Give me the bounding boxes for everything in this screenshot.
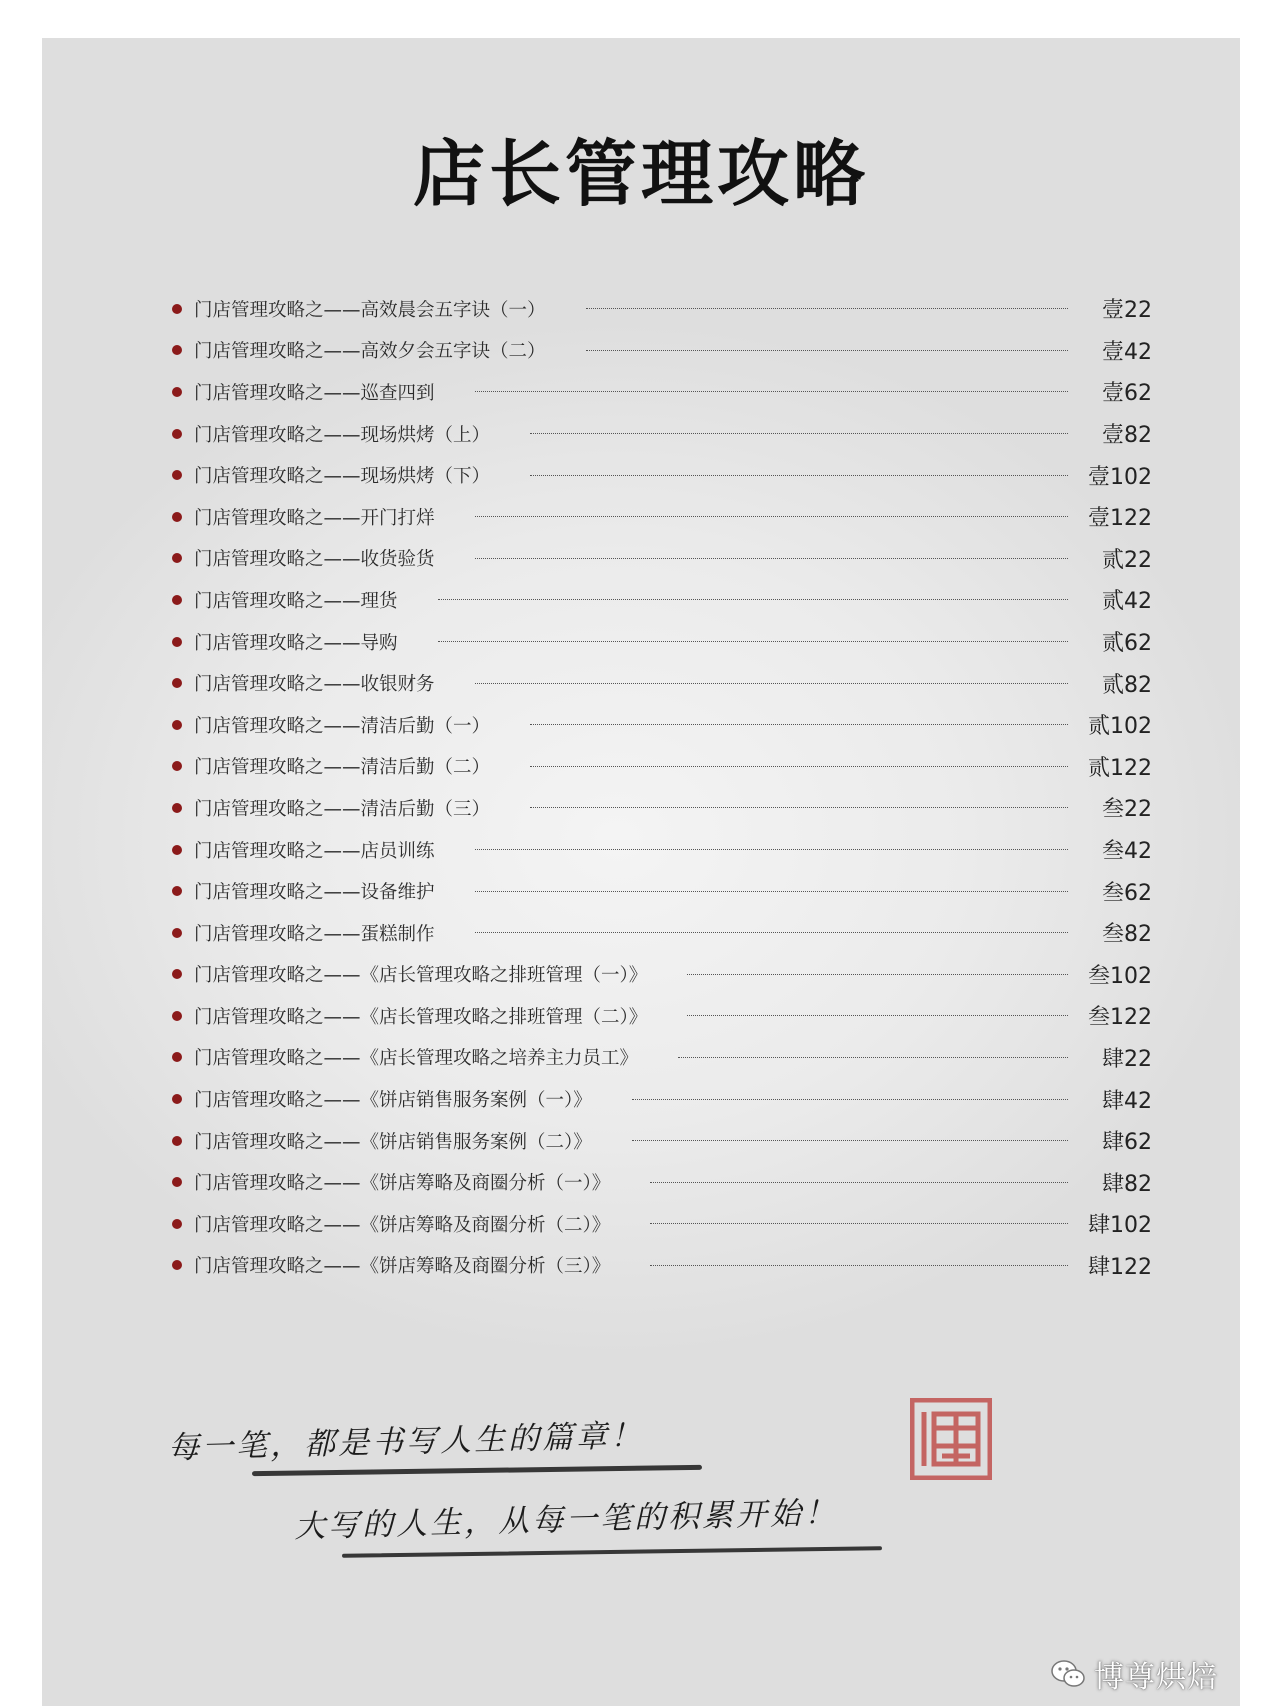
toc-entry (172, 496, 1152, 538)
dot-leader (650, 1223, 1068, 1224)
toc-page-number: 贰22 (1102, 547, 1152, 573)
toc-entry (172, 912, 1152, 954)
toc-page-number: 壹82 (1102, 423, 1152, 449)
dot-leader (650, 1265, 1068, 1266)
bullet-dot-icon (172, 886, 182, 896)
toc-page-number: 壹122 (1088, 506, 1152, 532)
toc-entry-title: 门店管理攻略之——清洁后勤（三） (194, 798, 491, 820)
toc-page-number: 叁22 (1102, 797, 1152, 823)
toc-page-number: 肆22 (1102, 1046, 1152, 1072)
dot-leader (632, 1099, 1068, 1100)
toc-entry (172, 1078, 1152, 1120)
bullet-dot-icon (172, 803, 182, 813)
dot-leader (438, 599, 1068, 600)
toc-page-number: 贰62 (1102, 631, 1152, 657)
dot-leader (475, 932, 1068, 933)
toc-entry-title: 门店管理攻略之——高效晨会五字诀（一） (194, 299, 546, 321)
page-title: 店长管理攻略 (412, 132, 869, 216)
toc-entry-title: 门店管理攻略之——设备维护 (194, 882, 435, 904)
toc-entry (172, 1245, 1152, 1287)
toc-entry (172, 538, 1152, 580)
toc-page-number: 壹62 (1102, 381, 1152, 407)
bullet-dot-icon (172, 1011, 182, 1021)
dot-leader (586, 308, 1068, 309)
bullet-dot-icon (172, 1219, 182, 1229)
bullet-dot-icon (172, 845, 182, 855)
toc-entry-title: 门店管理攻略之——《店长管理攻略之排班管理（一）》 (194, 965, 648, 987)
toc-entry-title: 门店管理攻略之——《饼店筹略及商圈分析（三）》 (194, 1256, 611, 1278)
brush-stroke-underline (252, 1465, 702, 1476)
document-page (42, 38, 1240, 1706)
bullet-dot-icon (172, 761, 182, 771)
toc-page-number: 叁82 (1102, 922, 1152, 948)
toc-page-number: 肆102 (1088, 1213, 1152, 1239)
bullet-dot-icon (172, 1260, 182, 1270)
toc-entry-title: 门店管理攻略之——《饼店筹略及商圈分析（一）》 (194, 1173, 611, 1195)
bullet-dot-icon (172, 969, 182, 979)
toc-page-number: 叁42 (1102, 839, 1152, 865)
toc-page-number: 壹102 (1088, 464, 1152, 490)
toc-entry (172, 1120, 1152, 1162)
toc-entry (172, 1203, 1152, 1245)
dot-leader (530, 724, 1068, 725)
dot-leader (475, 558, 1068, 559)
toc-page-number: 肆122 (1088, 1254, 1152, 1280)
slogan-line-1: 每一笔，都是书写人生的篇章！ (167, 1417, 645, 1467)
dot-leader (678, 1057, 1068, 1058)
bullet-dot-icon (172, 429, 182, 439)
toc-page-number: 肆42 (1102, 1088, 1152, 1114)
bullet-dot-icon (172, 1052, 182, 1062)
toc-entry (172, 454, 1152, 496)
toc-entry-title: 门店管理攻略之——理货 (194, 590, 398, 612)
dot-leader (530, 766, 1068, 767)
toc-entry (172, 954, 1152, 996)
toc-entry (172, 371, 1152, 413)
toc-page-number: 肆82 (1102, 1171, 1152, 1197)
toc-page-number: 贰82 (1102, 672, 1152, 698)
toc-entry-title: 门店管理攻略之——高效夕会五字诀（二） (194, 341, 546, 363)
seal-stamp-icon (910, 1398, 992, 1480)
toc-entry (172, 829, 1152, 871)
toc-entry-title: 门店管理攻略之——店员训练 (194, 840, 435, 862)
toc-entry-title: 门店管理攻略之——蛋糕制作 (194, 923, 435, 945)
toc-entry-title: 门店管理攻略之——巡查四到 (194, 382, 435, 404)
bullet-dot-icon (172, 928, 182, 938)
toc-entry-title: 门店管理攻略之——收银财务 (194, 674, 435, 696)
toc-entry (172, 746, 1152, 788)
bullet-dot-icon (172, 678, 182, 688)
dot-leader (632, 1140, 1068, 1141)
bullet-dot-icon (172, 720, 182, 730)
dot-leader (650, 1182, 1068, 1183)
toc-entry (172, 579, 1152, 621)
toc-page-number: 贰102 (1088, 714, 1152, 740)
toc-page-number: 壹42 (1102, 339, 1152, 365)
toc-entry-title: 门店管理攻略之——收货验货 (194, 549, 435, 571)
toc-entry (172, 787, 1152, 829)
dot-leader (475, 891, 1068, 892)
dot-leader (475, 391, 1068, 392)
toc-entry (172, 870, 1152, 912)
toc-entry (172, 621, 1152, 663)
toc-entry (172, 330, 1152, 372)
toc-entry-title: 门店管理攻略之——《饼店销售服务案例（一）》 (194, 1090, 592, 1112)
toc-entry-title: 门店管理攻略之——现场烘烤（上） (194, 424, 491, 446)
dot-leader (438, 641, 1068, 642)
toc-entry-title: 门店管理攻略之——《饼店销售服务案例（二）》 (194, 1131, 592, 1153)
bullet-dot-icon (172, 595, 182, 605)
toc-entry-title: 门店管理攻略之——导购 (194, 632, 398, 654)
slogan-line-2: 大写的人生，从每一笔的积累开始！ (293, 1494, 839, 1546)
toc-entry (172, 662, 1152, 704)
toc-entry-title: 门店管理攻略之——《店长管理攻略之排班管理（二）》 (194, 1006, 648, 1028)
dot-leader (475, 683, 1068, 684)
toc-entry-title: 门店管理攻略之——现场烘烤（下） (194, 466, 491, 488)
toc-page-number: 肆62 (1102, 1130, 1152, 1156)
bullet-dot-icon (172, 553, 182, 563)
toc-page-number: 叁62 (1102, 880, 1152, 906)
toc-entry-title: 门店管理攻略之——《店长管理攻略之培养主力员工》 (194, 1048, 639, 1070)
toc-page-number: 壹22 (1102, 298, 1152, 324)
watermark-text: 博尊烘焙 (1094, 1660, 1218, 1695)
toc-entry (172, 288, 1152, 330)
bullet-dot-icon (172, 1136, 182, 1146)
toc-entry (172, 1161, 1152, 1203)
toc-entry (172, 995, 1152, 1037)
watermark (1050, 1652, 1218, 1696)
dot-leader (530, 433, 1068, 434)
dot-leader (687, 974, 1068, 975)
brush-stroke-underline (342, 1546, 882, 1558)
dot-leader (586, 350, 1068, 351)
toc-entry (172, 704, 1152, 746)
bullet-dot-icon (172, 637, 182, 647)
toc-entry-title: 门店管理攻略之——清洁后勤（二） (194, 757, 491, 779)
dot-leader (475, 516, 1068, 517)
bullet-dot-icon (172, 304, 182, 314)
toc-entry-title: 门店管理攻略之——《饼店筹略及商圈分析（二）》 (194, 1214, 611, 1236)
bullet-dot-icon (172, 345, 182, 355)
bullet-dot-icon (172, 470, 182, 480)
toc-entry-title: 门店管理攻略之——清洁后勤（一） (194, 715, 491, 737)
wechat-icon (1050, 1658, 1086, 1690)
bullet-dot-icon (172, 1094, 182, 1104)
dot-leader (530, 475, 1068, 476)
toc-entry (172, 413, 1152, 455)
bullet-dot-icon (172, 1177, 182, 1187)
dot-leader (530, 807, 1068, 808)
bullet-dot-icon (172, 387, 182, 397)
toc-page-number: 贰122 (1088, 755, 1152, 781)
toc-entry-title: 门店管理攻略之——开门打烊 (194, 507, 435, 529)
dot-leader (687, 1015, 1068, 1016)
toc-page-number: 叁122 (1088, 1005, 1152, 1031)
toc-page-number: 贰42 (1102, 589, 1152, 615)
toc-entry (172, 1037, 1152, 1079)
dot-leader (475, 849, 1068, 850)
table-of-contents (172, 288, 1152, 1286)
bullet-dot-icon (172, 512, 182, 522)
toc-page-number: 叁102 (1088, 963, 1152, 989)
